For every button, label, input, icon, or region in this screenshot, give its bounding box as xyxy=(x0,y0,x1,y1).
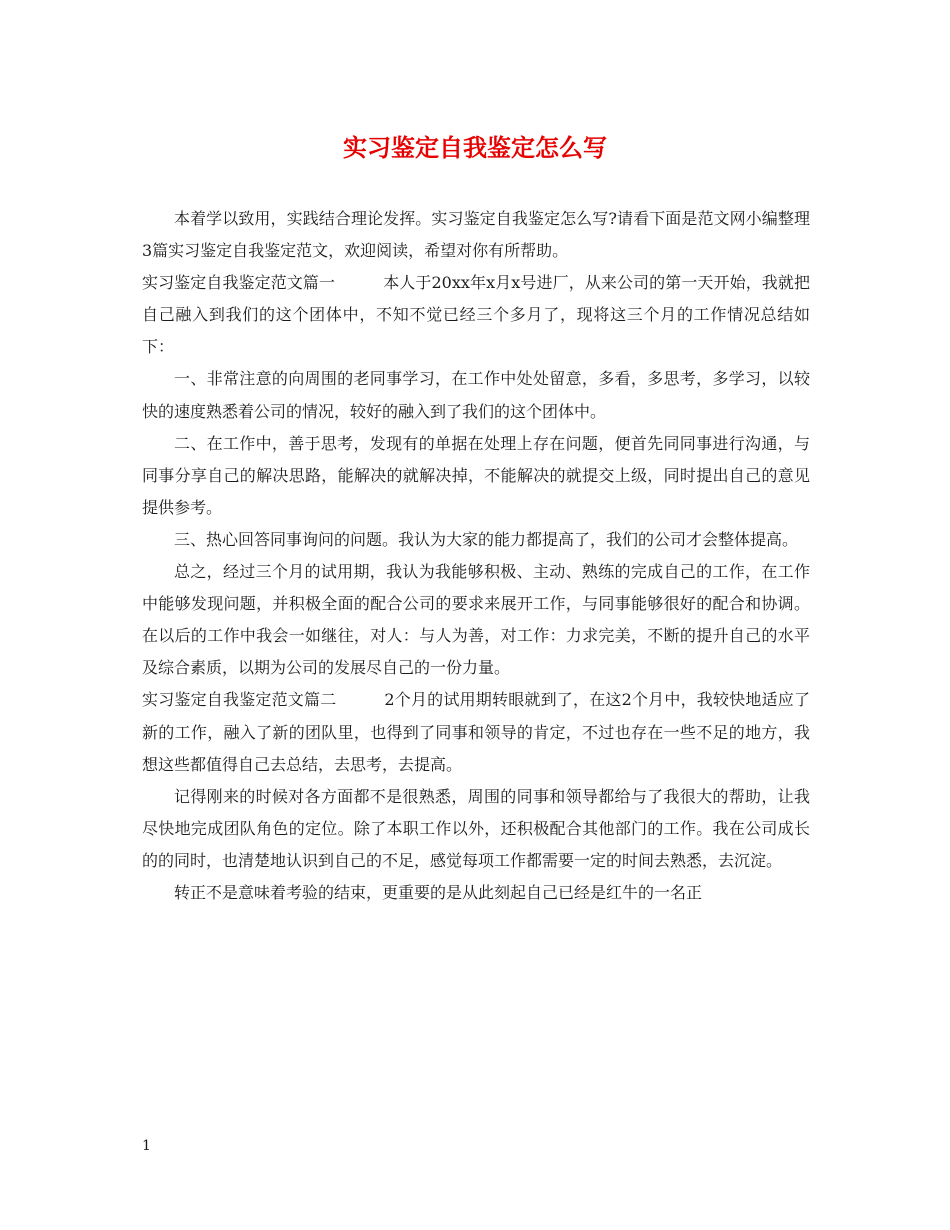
section-one-heading: 实习鉴定自我鉴定范文篇一 xyxy=(142,273,336,293)
document-body xyxy=(142,203,810,909)
point-two-paragraph: 二、在工作中，善于思考，发现有的单据在处理上存在问题，便首先同同事进行沟通，与同事分享自己的解决思路，能解决的就解决掉，不能解决的就提交上级，同时提出自己的意见提供参考。 xyxy=(142,433,810,517)
page-number: 1 xyxy=(142,1138,151,1154)
closing-paragraph: 转正不是意味着考验的结束，更重要的是从此刻起自己已经是红牛的一名正 xyxy=(174,882,703,902)
section-two-heading: 实习鉴定自我鉴定范文篇二 xyxy=(142,690,337,710)
section-two-text: 2个月的试用期转眼就到了，在这2个月中，我较快地适应了新的工作，融入了新的团队里，也得到了同事和领导的肯定，不过也存在一些不足的地方，我想这些都值得自己去总结，去思考，去提高。 xyxy=(142,690,810,774)
intro-paragraph: 本着学以致用，实践结合理论发挥。实习鉴定自我鉴定怎么写?请看下面是范文网小编整理3篇实习鉴定自我鉴定范文，欢迎阅读，希望对你有所帮助。 xyxy=(142,209,810,261)
point-one-paragraph: 一、非常注意的向周围的老同事学习，在工作中处处留意，多看，多思考，多学习，以较快的速度熟悉着公司的情况，较好的融入到了我们的这个团体中。 xyxy=(142,369,810,421)
section-one-text: 本人于20xx年x月x号进厂，从来公司的第一天开始，我就把自己融入到我们的这个团体中，不知不觉已经三个多月了，现将这三个月的工作情况总结如下： xyxy=(142,273,810,357)
memory-paragraph: 记得刚来的时候对各方面都不是很熟悉，周围的同事和领导都给与了我很大的帮助，让我尽快地完成团队角色的定位。除了本职工作以外，还积极配合其他部门的工作。我在公司成长的的同时，也清楚地认识到自己的不足，感觉每项工作都需要一定的时间去熟悉，去沉淀。 xyxy=(142,786,810,870)
point-three-paragraph: 三、热心回答同事询问的问题。我认为大家的能力都提高了，我们的公司才会整体提高。 xyxy=(174,529,799,549)
section-two-paragraph xyxy=(142,684,810,780)
section-one-paragraph xyxy=(142,267,810,363)
document-title: 实习鉴定自我鉴定怎么写 xyxy=(343,133,607,162)
summary-paragraph: 总之，经过三个月的试用期，我认为我能够积极、主动、熟练的完成自己的工作，在工作中能够发现问题，并积极全面的配合公司的要求来展开工作，与同事能够很好的配合和协调。在以后的工作中我会一如继往，对人：与人为善，对工作：力求完美，不断的提升自己的水平及综合素质，以期为公司的发展尽自己的一份力量。 xyxy=(142,562,810,678)
